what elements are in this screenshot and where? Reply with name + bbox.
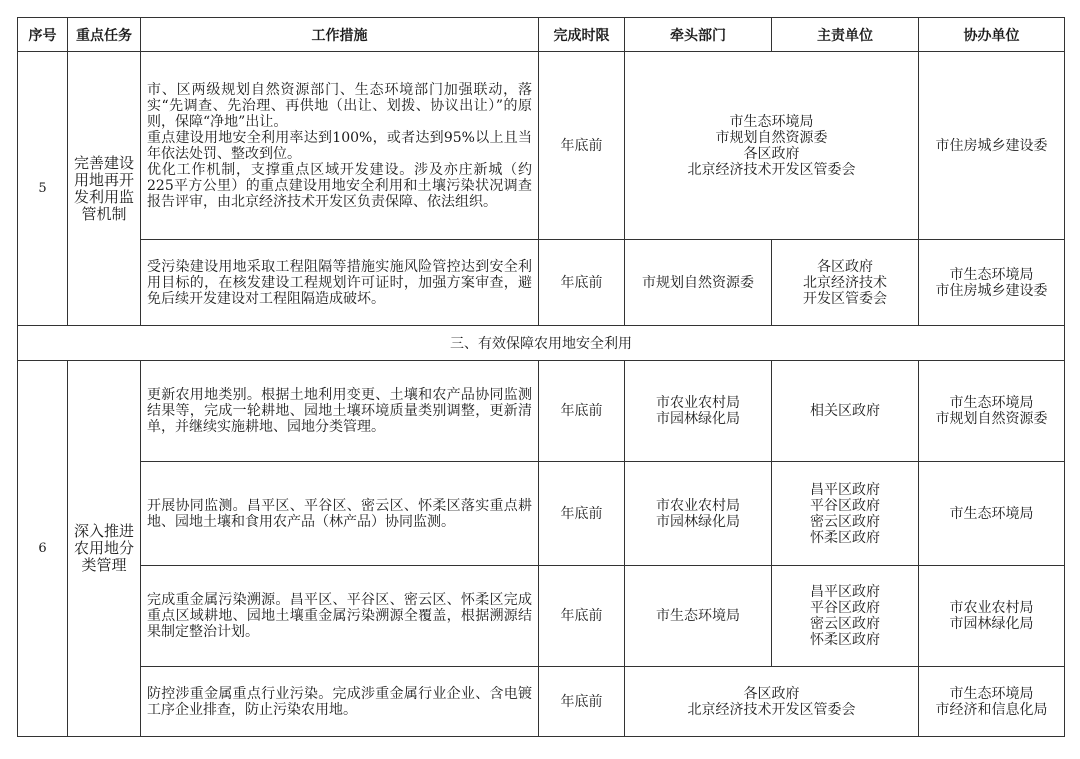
measures-table [17, 17, 1065, 737]
deadline-cell: 年底前 [539, 361, 625, 462]
measure-text: 受污染建设用地采取工程阻隔等措施实施风险管控达到安全利用目标的，在核发建设工程规划许可证时，加强方案审查，避免后续开发建设对工程阻隔造成破坏。 [147, 258, 532, 307]
measure-text: 更新农用地类别。根据土地利用变更、土壤和农产品协同监测结果等，完成一轮耕地、园地土壤环境质量类别调整，更新清单，并继续实施耕地、园地分类管理。 [147, 387, 532, 435]
header-lead: 牵头部门 [625, 18, 772, 52]
table-row [18, 240, 1065, 326]
org-name: 怀柔区政府 [810, 529, 880, 546]
org-name: 昌平区政府 [810, 584, 880, 600]
lead-main-cell [625, 52, 919, 240]
main-cell [772, 361, 919, 462]
lead-cell [625, 462, 772, 566]
org-name: 市园林绿化局 [656, 513, 740, 530]
assist-cell [919, 361, 1065, 462]
deadline-cell: 年底前 [539, 240, 625, 326]
org-name: 市住房城乡建设委 [935, 282, 1048, 299]
header-row [18, 18, 1065, 52]
org-name: 北京经济技术 [803, 274, 887, 291]
assist-cell [919, 240, 1065, 326]
lead-cell [625, 240, 772, 326]
org-name: 相关区政府 [810, 403, 880, 419]
org-name: 各区政府 [743, 685, 800, 702]
deadline-cell: 年底前 [539, 566, 625, 667]
org-name: 市生态环境局 [949, 266, 1034, 283]
deadline-cell: 年底前 [539, 52, 625, 240]
header-main: 主责单位 [772, 18, 919, 52]
lead-cell [625, 566, 772, 667]
assist-cell [919, 566, 1065, 667]
org-name: 市生态环境局 [949, 685, 1034, 702]
measures-cell [141, 462, 539, 566]
org-name: 市生态环境局 [729, 113, 814, 130]
org-name: 平谷区政府 [810, 497, 880, 514]
table-row [18, 52, 1065, 240]
table-row [18, 667, 1065, 737]
org-name: 市规划自然资源委 [935, 411, 1048, 427]
measure-text: 重点建设用地安全利用率达到100%，或者达到95%以上且当年依法处罚、整改到位。 [147, 129, 532, 162]
main-cell [772, 566, 919, 667]
org-name: 市生态环境局 [949, 395, 1034, 411]
main-cell [772, 462, 919, 566]
task-name: 深入推进农用地分类管理 [68, 361, 141, 737]
main-cell [772, 240, 919, 326]
assist-cell [919, 52, 1065, 240]
lead-cell [625, 361, 772, 462]
measure-text: 优化工作机制，支撑重点区域开发建设。涉及亦庄新城（约225平方公里）的重点建设用地安全利用和土壤污染状况调查报告评审，由北京经济技术开发区负责保障、依法组织。 [147, 161, 532, 210]
header-index: 序号 [18, 18, 68, 52]
org-name: 市农业农村局 [949, 600, 1034, 616]
task-index: 5 [18, 52, 68, 326]
measures-cell [141, 240, 539, 326]
org-name: 各区政府 [817, 258, 873, 275]
measure-text: 开展协同监测。昌平区、平谷区、密云区、怀柔区落实重点耕地、园地土壤和食用农产品（林产品）协同监测。 [147, 497, 532, 530]
task-name: 完善建设用地再开发利用监管机制 [68, 52, 141, 326]
org-name: 市农业农村局 [656, 395, 740, 411]
org-name: 市园林绿化局 [949, 616, 1034, 632]
header-deadline: 完成时限 [539, 18, 625, 52]
header-measures: 工作措施 [141, 18, 539, 52]
section-row [18, 326, 1065, 361]
org-name: 昌平区政府 [810, 481, 880, 498]
org-name: 北京经济技术开发区管委会 [687, 161, 856, 178]
table-row [18, 361, 1065, 462]
org-name: 市农业农村局 [656, 497, 740, 514]
table-row [18, 462, 1065, 566]
org-name: 怀柔区政府 [810, 632, 880, 648]
org-name: 平谷区政府 [810, 600, 880, 616]
org-name: 各区政府 [743, 145, 800, 162]
measure-text: 完成重金属污染溯源。昌平区、平谷区、密云区、怀柔区完成重点区域耕地、园地土壤重金属污染溯源全覆盖，根据溯源结果制定整治计划。 [147, 592, 532, 640]
org-name: 市园林绿化局 [656, 411, 740, 427]
lead-main-cell [625, 667, 919, 737]
header-assist: 协办单位 [919, 18, 1065, 52]
assist-cell [919, 667, 1065, 737]
table-row [18, 566, 1065, 667]
assist-cell [919, 462, 1065, 566]
deadline-cell: 年底前 [539, 462, 625, 566]
measure-text: 防控涉重金属重点行业污染。完成涉重金属行业企业、含电镀工序企业排查，防止污染农用地。 [147, 685, 532, 718]
measure-text: 市、区两级规划自然资源部门、生态环境部门加强联动，落实“先调查、先治理、再供地（出让、划拨、协议出让）”的原则，保障“净地”出让。 [147, 81, 532, 130]
org-name: 市住房城乡建设委 [935, 137, 1048, 154]
org-name: 市规划自然资源委 [642, 274, 754, 291]
measures-cell [141, 566, 539, 667]
org-name: 市规划自然资源委 [715, 129, 828, 146]
org-name: 北京经济技术开发区管委会 [687, 701, 856, 718]
org-name: 市生态环境局 [656, 608, 740, 624]
measures-cell [141, 667, 539, 737]
deadline-cell: 年底前 [539, 667, 625, 737]
org-name: 开发区管委会 [803, 290, 887, 307]
org-name: 市经济和信息化局 [935, 701, 1048, 718]
org-name: 密云区政府 [810, 616, 880, 632]
org-name: 市生态环境局 [949, 505, 1034, 522]
measures-cell [141, 52, 539, 240]
org-name: 密云区政府 [810, 513, 880, 530]
header-task: 重点任务 [68, 18, 141, 52]
measures-cell [141, 361, 539, 462]
task-index: 6 [18, 361, 68, 737]
section-title: 三、有效保障农用地安全利用 [18, 326, 1065, 361]
